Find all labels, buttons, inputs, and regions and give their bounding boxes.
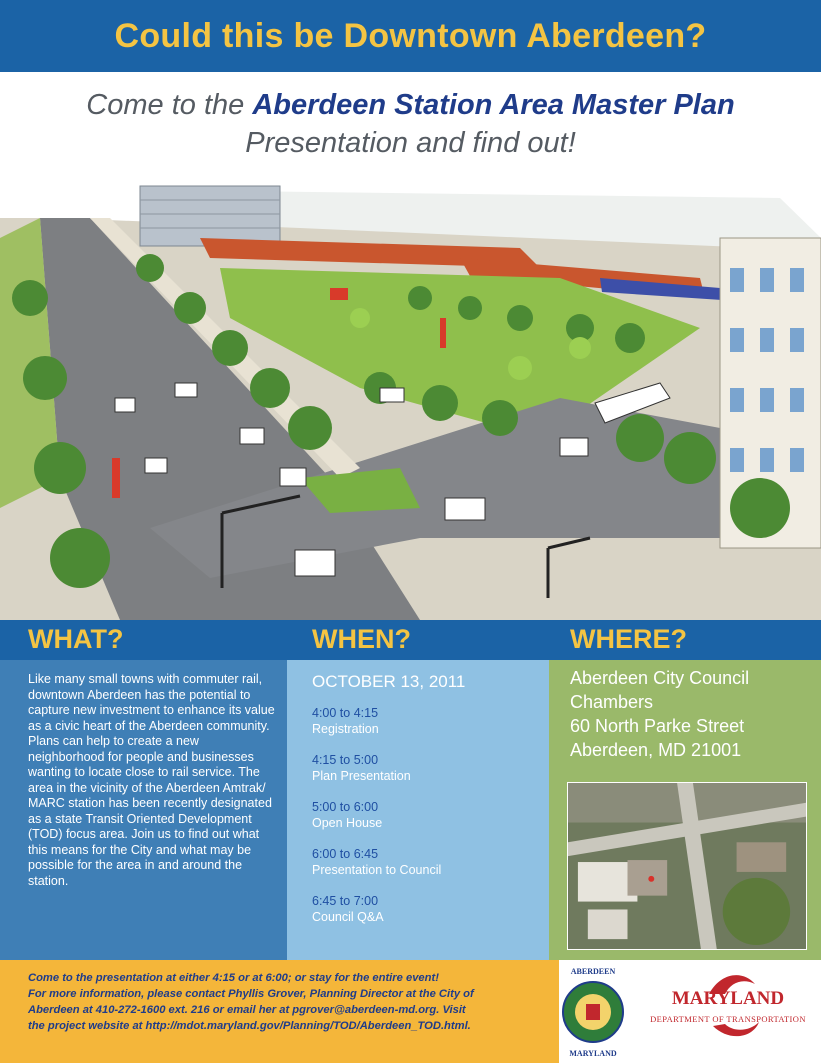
schedule-time: 6:45 to 7:00 [312, 894, 379, 908]
address-line: Aberdeen City Council [570, 668, 750, 688]
aerial-map-image [567, 782, 807, 950]
footer-line: For more information, please contact Phyllis Grover, Planning Director at the City of [28, 988, 474, 1000]
mdot-swoosh-icon [639, 966, 817, 1056]
what-description: Like many small towns with commuter rail, downtown Aberdeen has the potential to capture new investment to enhance its value as a civic heart of the Aberdeen community. Plans can help to create a new neighborhood for people and businesses wanting to locate close to rail service. The area in the vicinity of the Aberdeen Amtrak/ MARC station has been recently designated as a state Transit Oriented Development (TOD) focus area. Join us to find out what this means for the City and what may be possible for the area in and around the station. [28, 672, 275, 888]
where-heading: WHERE? [570, 624, 687, 654]
schedule-item [312, 753, 542, 800]
mdot-title: MARYLAND [671, 988, 785, 1009]
schedule-time: 4:15 to 5:00 [312, 753, 379, 767]
info-columns [0, 620, 821, 960]
what-header [0, 620, 287, 660]
schedule-item [312, 800, 542, 847]
when-heading: WHEN? [312, 624, 411, 654]
aberdeen-city-seal-logo [559, 962, 627, 1061]
subtitle [0, 86, 821, 162]
footer-line: Come to the presentation at either 4:15 or at 6:00; or stay for the entire event! [28, 972, 439, 984]
logo-panel [559, 960, 821, 1063]
subtitle-prefix: Come to the [86, 89, 253, 121]
address-line: 60 North Parke Street [570, 716, 745, 736]
schedule-time: 4:00 to 4:15 [312, 706, 379, 720]
seal-bottom-text: MARYLAND [569, 1049, 617, 1058]
station-area-rendering [0, 178, 821, 620]
schedule-list [312, 706, 542, 941]
where-column [549, 620, 821, 960]
schedule-event: Council Q&A [312, 909, 384, 924]
when-header [287, 620, 549, 660]
page-title: Could this be Downtown Aberdeen? [114, 16, 707, 55]
mdot-subtitle: DEPARTMENT OF TRANSPORTATION [650, 1014, 806, 1024]
when-column [287, 620, 549, 960]
footer-line: Aberdeen at 410-272-1600 ext. 216 or email her at pgrover@aberdeen-md.org. Visit [28, 1004, 466, 1016]
footer-line: the project website at http://mdot.maryland.gov/Planning/TOD/Aberdeen_TOD.html. [28, 1020, 471, 1032]
venue-address [570, 666, 815, 762]
address-line: Chambers [570, 692, 654, 712]
parking-garage [140, 186, 280, 246]
subtitle-line-2: Presentation and find out! [245, 127, 576, 159]
footer [0, 960, 821, 1063]
schedule-time: 6:00 to 6:45 [312, 847, 379, 861]
schedule-event: Plan Presentation [312, 768, 411, 783]
plan-name: Aberdeen Station Area Master Plan [252, 89, 735, 121]
schedule-item [312, 894, 542, 941]
schedule-time: 5:00 to 6:00 [312, 800, 379, 814]
seal-top-text: ABERDEEN [570, 967, 616, 976]
what-heading: WHAT? [28, 624, 124, 654]
footer-contact-text [28, 970, 548, 1034]
where-header [549, 620, 821, 660]
title-banner [0, 0, 821, 72]
mdot-logo [639, 966, 817, 1056]
subtitle-line-1 [0, 86, 821, 124]
schedule-event: Registration [312, 721, 379, 736]
address-line: Aberdeen, MD 21001 [570, 740, 742, 760]
schedule-event: Open House [312, 815, 383, 830]
what-column [0, 620, 287, 960]
schedule-event: Presentation to Council [312, 862, 442, 877]
schedule-item [312, 706, 542, 753]
event-date: OCTOBER 13, 2011 [312, 672, 466, 691]
schedule-item [312, 847, 542, 894]
